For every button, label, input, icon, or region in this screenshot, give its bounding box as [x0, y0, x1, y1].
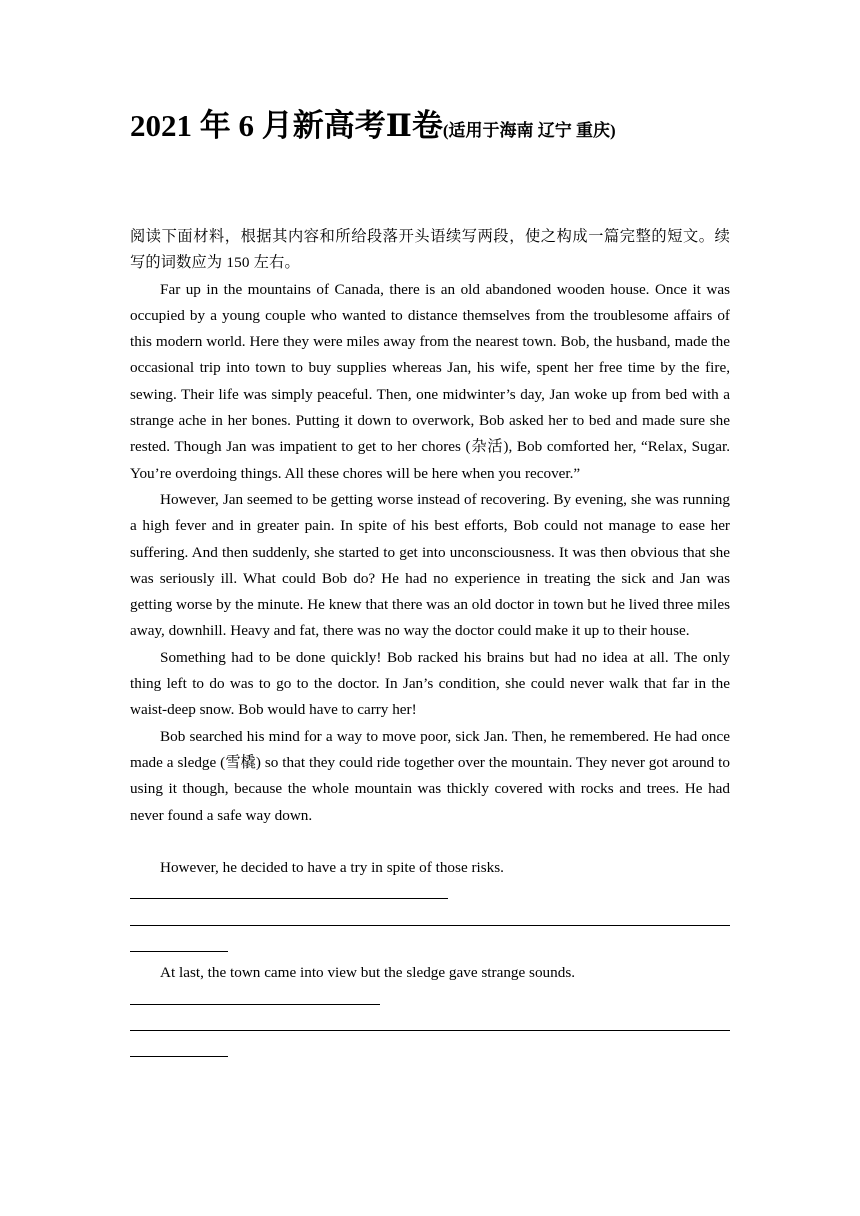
- page-title: [130, 106, 616, 151]
- answer-line-2b: [130, 1013, 730, 1039]
- answer-line-1c: [130, 934, 730, 960]
- story-paragraph-1: Far up in the mountains of Canada, there is an old abandoned wooden house. Once it was occupied by a young couple who wanted to distance themselves from the troublesome affairs of this modern world. Here they were miles away from the nearest town. Bob, the husband, made the occasional trip into town to buy supplies whereas Jan, his wife, spent her free time by the fire, sewing. Their life was simply peaceful. Then, one midwinter’s day, Jan woke up from bed with a strange ache in her bones. Putting it down to overwork, Bob asked her to bed and made sure she rested. Though Jan was impatient to get to her chores (杂活), Bob comforted her, “Relax, Sugar. You’re overdoing things. All these chores will be here when you recover.”: [130, 280, 730, 482]
- title-subtitle: (适用于海南 辽宁 重庆): [442, 121, 616, 140]
- continuation-prompt-1: However, he decided to have a try in spite of those risks.: [160, 858, 504, 876]
- document-body: [130, 224, 730, 1065]
- title-main: 2021 年 6 月新高考Ⅱ卷: [130, 108, 443, 143]
- answer-line-2a: [130, 986, 730, 1012]
- continuation-prompt-2: At last, the town came into view but the sledge gave strange sounds.: [160, 964, 576, 982]
- story-paragraph-2: However, Jan seemed to be getting worse instead of recovering. By evening, she was running a high fever and in greater pain. In spite of his best efforts, Bob could not manage to ease her suffering. And then suddenly, she started to get into unconsciousness. It was then obvious that she was seriously ill. What could Bob do? He had no experience in treating the sick and Jan was getting worse by the minute. He knew that there was an old doctor in town but he lived three miles away, downhill. Heavy and fat, there was no way the doctor could make it up to their house.: [130, 490, 730, 640]
- answer-line-1a: [130, 881, 730, 907]
- story-paragraph-3: Something had to be done quickly! Bob racked his brains but had no idea at all. The only thing left to do was to go to the doctor. In Jan’s condition, she could never walk that far in the waist-deep snow. Bob would have to carry her!: [130, 648, 730, 719]
- story-paragraph-4: Bob searched his mind for a way to move poor, sick Jan. Then, he remembered. He had once made a sledge (雪橇) so that they could ride together over the mountain. They never got around to using it though, because the whole mountain was thickly covered with rocks and trees. He had never found a safe way down.: [130, 727, 730, 824]
- task-instructions: 阅读下面材料，根据其内容和所给段落开头语续写两段，使之构成一篇完整的短文。续写的词数应为 150 左右。: [130, 228, 730, 272]
- answer-line-1b: [130, 907, 730, 933]
- paragraph-gap: [130, 829, 730, 855]
- answer-line-2c: [130, 1039, 730, 1065]
